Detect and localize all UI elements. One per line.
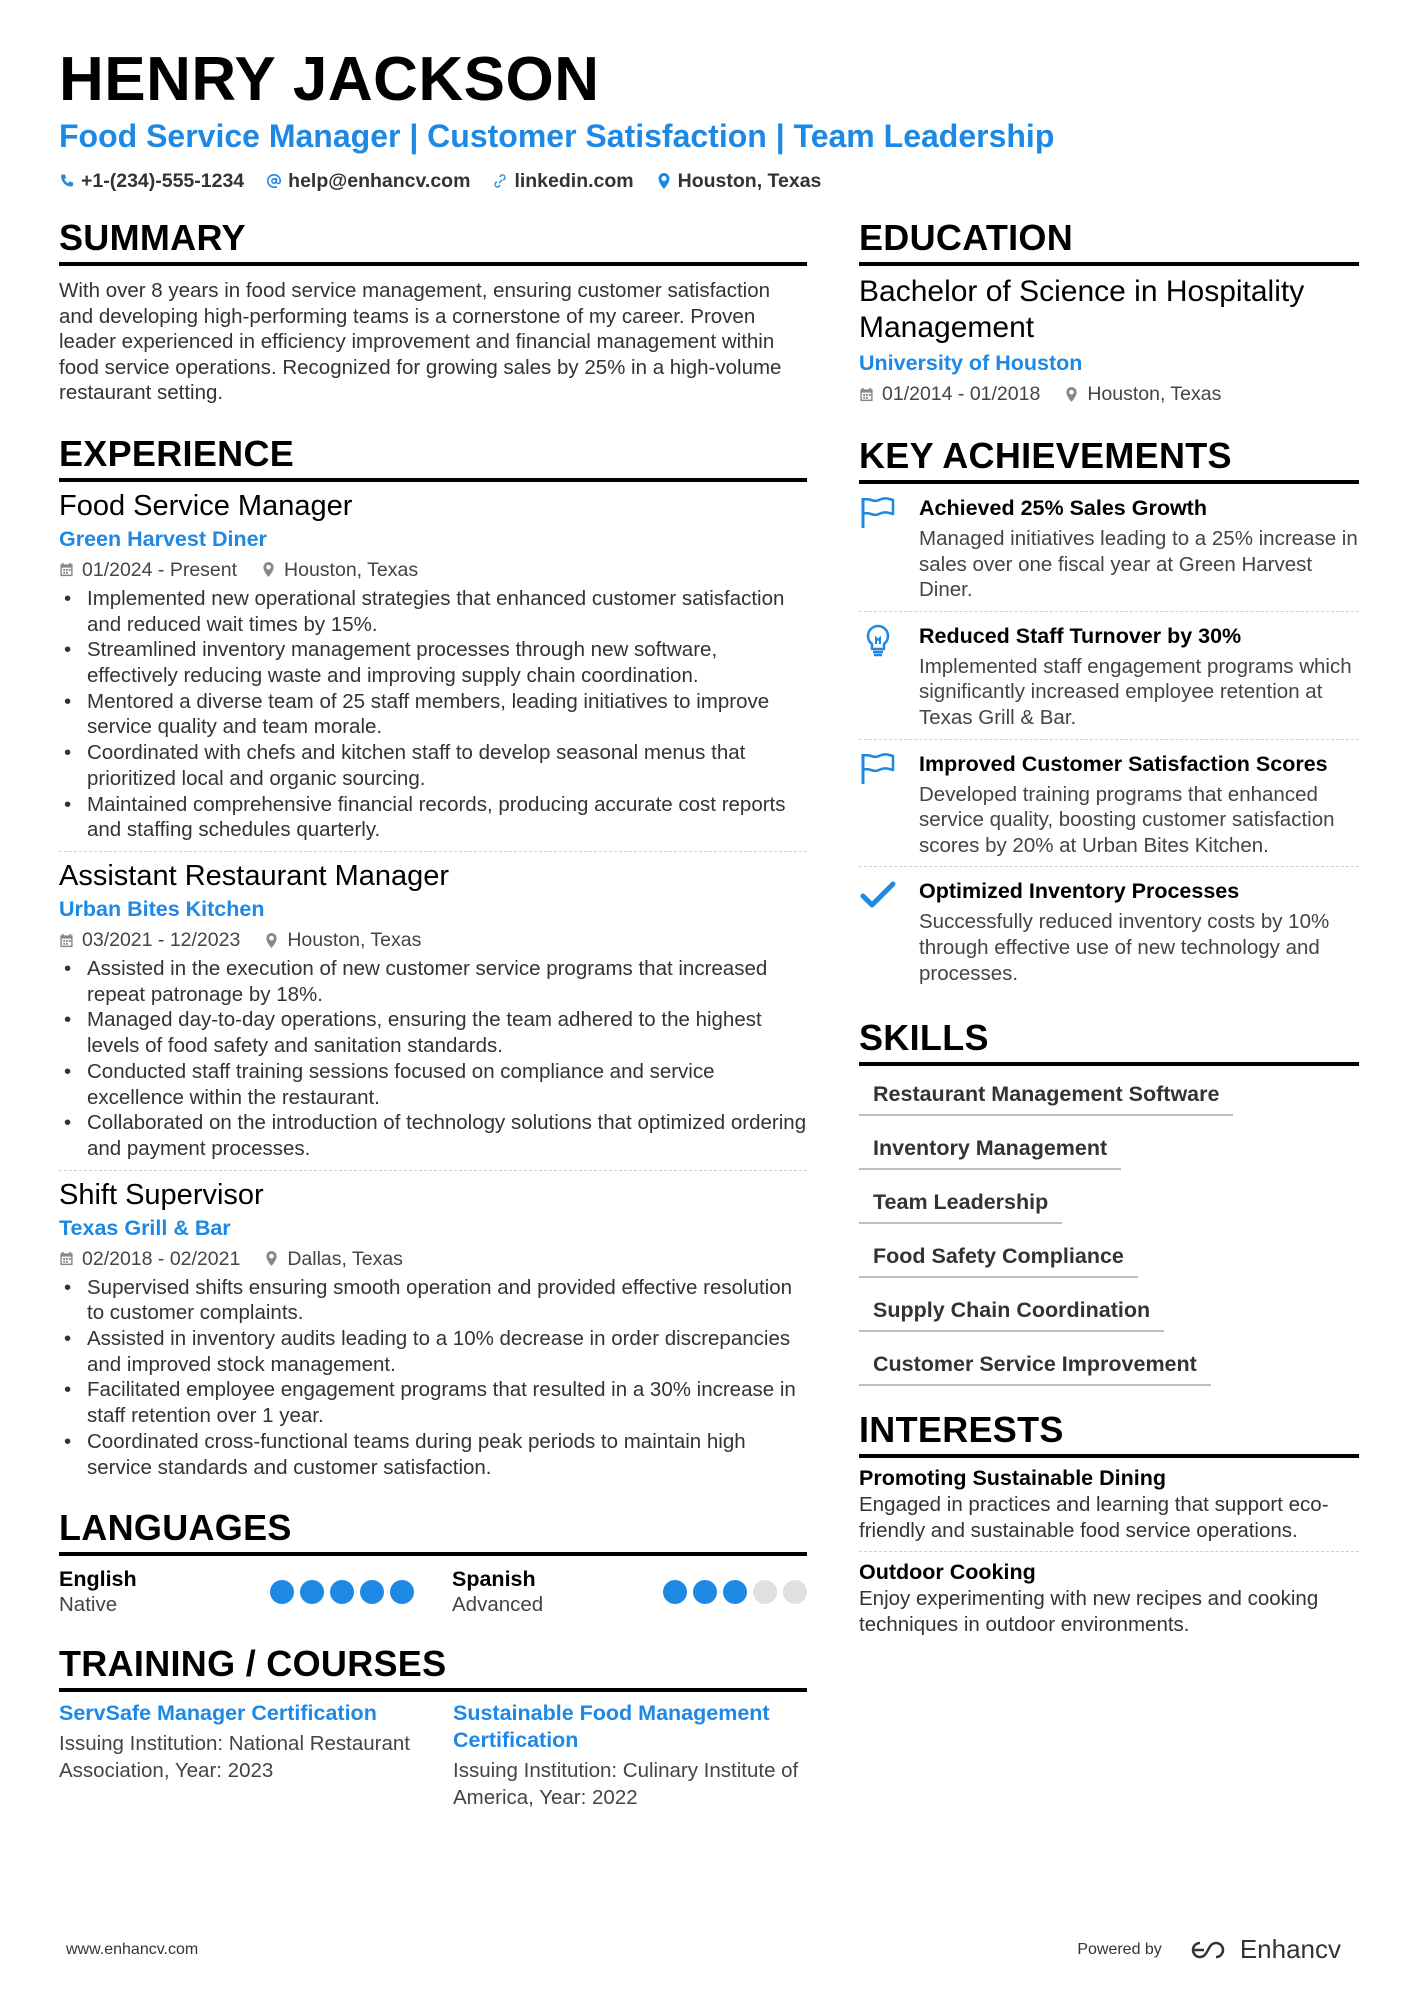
- location-icon: [1064, 387, 1079, 402]
- link-icon: [492, 173, 508, 189]
- footer-branding: [1077, 1934, 1341, 1965]
- language-text: [59, 1566, 137, 1618]
- course-title: Sustainable Food Management Certification: [453, 1701, 770, 1753]
- skill-tag: Restaurant Management Software: [859, 1072, 1233, 1116]
- skill-tag: Customer Service Improvement: [859, 1342, 1211, 1386]
- achievements-section: [859, 434, 1359, 994]
- interest-item: [859, 1551, 1359, 1645]
- training-title: TRAINING / COURSES: [59, 1642, 807, 1692]
- interest-desc: Engaged in practices and learning that support eco-friendly and sustainable food service operations.: [859, 1493, 1329, 1542]
- interests-title: INTERESTS: [859, 1408, 1359, 1458]
- job-bullet: • Implemented new operational strategies that enhanced customer satisfaction and reduced wait times by 15%.: [59, 586, 807, 637]
- calendar-icon: [59, 562, 74, 577]
- languages-list: [59, 1566, 807, 1618]
- lightbulb-icon: [859, 624, 897, 658]
- job-bullet: • Conducted staff training sessions focused on compliance and service excellence within the restaurant.: [59, 1059, 807, 1110]
- left-column: [59, 216, 807, 1811]
- summary-section: [59, 216, 807, 406]
- skills-list: [859, 1072, 1359, 1386]
- rating-dot-empty: [753, 1580, 777, 1604]
- job-dates-text: 03/2021 - 12/2023: [82, 929, 241, 951]
- contact-location: [656, 168, 822, 194]
- course-desc: Issuing Institution: National Restaurant Association, Year: 2023: [59, 1732, 410, 1782]
- job-bullet: • Supervised shifts ensuring smooth operation and provided effective resolution to customer complaints.: [59, 1275, 807, 1326]
- calendar-icon: [859, 387, 874, 402]
- education-dates-text: 01/2014 - 01/2018: [882, 383, 1041, 405]
- job-bullet: • Coordinated cross-functional teams during peak periods to maintain high service standards and customer satisfaction.: [59, 1429, 807, 1480]
- job-location-text: Houston, Texas: [287, 929, 422, 951]
- languages-title: LANGUAGES: [59, 1506, 807, 1556]
- enhancv-logo-icon: [1186, 1939, 1230, 1961]
- phone-icon: [59, 173, 75, 189]
- interest-title: Outdoor Cooking: [859, 1560, 1036, 1585]
- job-location: [264, 926, 421, 954]
- job-meta: [59, 556, 807, 584]
- location-icon: [264, 1251, 279, 1266]
- footer-website[interactable]: www.enhancv.com: [66, 1941, 199, 1958]
- right-column: [859, 216, 1359, 1646]
- education-title: EDUCATION: [859, 216, 1359, 266]
- achievement-title: Achieved 25% Sales Growth: [919, 496, 1207, 520]
- summary-text: With over 8 years in food service management, ensuring customer satisfaction and developing high-performing teams is a cornerstone of my career. Proven leader experienced in efficiency improvement and financial management within food service operations. Recognized for growing sales by 25% in a high-volume restaurant setting.: [59, 279, 782, 405]
- job-meta: [59, 1245, 807, 1273]
- achievement-item: [859, 611, 1359, 739]
- skills-section: [859, 1016, 1359, 1386]
- interest-title: Promoting Sustainable Dining: [859, 1466, 1166, 1491]
- education-location: [1064, 380, 1221, 408]
- candidate-name: HENRY JACKSON: [59, 45, 600, 114]
- achievement-item: [859, 739, 1359, 867]
- achievement-icon-wrap: [859, 622, 919, 731]
- job-meta: [59, 926, 807, 954]
- job-role: Assistant Restaurant Manager: [59, 860, 450, 892]
- contact-bar: [59, 168, 821, 194]
- location-icon: [656, 173, 672, 189]
- skill-tag: Inventory Management: [859, 1126, 1121, 1170]
- summary-title: SUMMARY: [59, 216, 807, 266]
- language-text: [452, 1566, 543, 1618]
- job-dates-text: 02/2018 - 02/2021: [82, 1247, 241, 1270]
- job-location: [264, 1245, 403, 1273]
- education-meta: [859, 380, 1359, 408]
- rating-dot-filled: [723, 1580, 747, 1604]
- job-dates-text: 01/2024 - Present: [82, 558, 238, 581]
- skill-tag: Supply Chain Coordination: [859, 1288, 1164, 1332]
- headline: Food Service Manager | Customer Satisfaction | Team Leadership: [59, 118, 1055, 154]
- courses-list: [59, 1700, 807, 1811]
- job-bullet: • Collaborated on the introduction of technology solutions that optimized ordering and payment processes.: [59, 1110, 807, 1161]
- job-dates: [59, 926, 240, 954]
- rating-dot-filled: [270, 1580, 294, 1604]
- brand-logo[interactable]: [1186, 1934, 1341, 1965]
- education-location-text: Houston, Texas: [1087, 383, 1222, 405]
- powered-by-text: Powered by: [1077, 1940, 1162, 1958]
- skills-title: SKILLS: [859, 1016, 1359, 1066]
- experience-item: [59, 482, 807, 851]
- achievement-text: [919, 750, 1359, 859]
- achievement-desc: Managed initiatives leading to a 25% increase in sales over one fiscal year at Green Harvest Diner.: [919, 527, 1358, 602]
- course-item: [59, 1700, 413, 1811]
- job-bullet: • Mentored a diverse team of 25 staff members, leading initiatives to improve service quality and team morale.: [59, 689, 807, 740]
- language-level: Advanced: [452, 1593, 544, 1617]
- linkedin-text: linkedin.com: [514, 170, 634, 192]
- contact-phone[interactable]: [59, 168, 244, 194]
- rating-dot-filled: [360, 1580, 384, 1604]
- brand-name: Enhancv: [1239, 1934, 1341, 1964]
- location-text: Houston, Texas: [677, 170, 822, 192]
- achievement-icon-wrap: [859, 877, 919, 986]
- skill-tag: Team Leadership: [859, 1180, 1062, 1224]
- job-location-text: Houston, Texas: [284, 558, 419, 581]
- at-icon: [266, 173, 282, 189]
- calendar-icon: [59, 1251, 74, 1266]
- language-name: English: [59, 1567, 137, 1592]
- achievement-item: [859, 484, 1359, 611]
- job-bullet: • Streamlined inventory management processes through new software, effectively reducing waste and improving supply chain coordination.: [59, 637, 807, 688]
- rating-dot-filled: [300, 1580, 324, 1604]
- course-desc: Issuing Institution: Culinary Institute of America, Year: 2022: [453, 1759, 799, 1809]
- job-company: Texas Grill & Bar: [59, 1215, 231, 1240]
- skill-tag: Food Safety Compliance: [859, 1234, 1138, 1278]
- location-icon: [261, 562, 276, 577]
- interest-item: [859, 1458, 1359, 1551]
- education-section: [859, 216, 1359, 408]
- language-rating: [270, 1580, 414, 1604]
- rating-dot-filled: [693, 1580, 717, 1604]
- achievement-text: [919, 494, 1359, 603]
- achievement-desc: Successfully reduced inventory costs by 10% through effective use of new technology and processes.: [919, 910, 1330, 985]
- rating-dot-filled: [663, 1580, 687, 1604]
- achievements-title: KEY ACHIEVEMENTS: [859, 434, 1359, 484]
- job-bullets: [59, 586, 807, 843]
- achievement-icon-wrap: [859, 750, 919, 859]
- contact-linkedin[interactable]: [492, 168, 633, 194]
- achievement-desc: Developed training programs that enhanced service quality, boosting customer satisfaction scores by 20% at Urban Bites Kitchen.: [919, 782, 1335, 857]
- job-bullet: • Coordinated with chefs and kitchen staff to develop seasonal menus that prioritized local and organic sourcing.: [59, 740, 807, 791]
- job-location: [261, 556, 418, 584]
- calendar-icon: [59, 933, 74, 948]
- flag-icon: [859, 496, 897, 530]
- course-title: ServSafe Manager Certification: [59, 1701, 377, 1726]
- achievement-text: [919, 622, 1359, 731]
- achievement-icon-wrap: [859, 494, 919, 603]
- course-item: [453, 1700, 807, 1811]
- job-location-text: Dallas, Texas: [287, 1247, 403, 1270]
- interest-desc: Enjoy experimenting with new recipes and cooking techniques in outdoor environments.: [859, 1587, 1319, 1636]
- checkmark-icon: [859, 879, 897, 913]
- job-company: Urban Bites Kitchen: [59, 897, 265, 921]
- language-level: Native: [59, 1593, 118, 1617]
- achievement-text: [919, 877, 1359, 986]
- phone-text: +1-(234)-555-1234: [81, 170, 245, 192]
- job-bullets: [59, 1275, 807, 1481]
- job-role: Food Service Manager: [59, 489, 353, 522]
- rating-dot-empty: [783, 1580, 807, 1604]
- job-bullet: • Maintained comprehensive financial records, producing accurate cost reports and staffing schedules quarterly.: [59, 792, 807, 843]
- rating-dot-filled: [330, 1580, 354, 1604]
- language-name: Spanish: [452, 1567, 536, 1592]
- flag-icon: [859, 752, 897, 786]
- interests-section: [859, 1408, 1359, 1645]
- rating-dot-filled: [390, 1580, 414, 1604]
- location-icon: [264, 933, 279, 948]
- job-bullet: • Managed day-to-day operations, ensuring the team adhered to the highest levels of food safety and sanitation standards.: [59, 1007, 807, 1058]
- achievement-title: Reduced Staff Turnover by 30%: [919, 623, 1242, 648]
- language-item: [452, 1566, 807, 1618]
- experience-section: [59, 432, 807, 1488]
- job-dates: [59, 556, 237, 584]
- education-dates: [859, 380, 1040, 408]
- job-role: Shift Supervisor: [59, 1178, 264, 1211]
- education-degree: Bachelor of Science in Hospitality Management: [859, 275, 1305, 344]
- job-company: Green Harvest Diner: [59, 526, 267, 551]
- language-item: [59, 1566, 414, 1618]
- job-dates: [59, 1245, 240, 1273]
- achievement-desc: Implemented staff engagement programs which significantly increased employee retention at Texas Grill & Bar.: [919, 654, 1352, 729]
- job-bullet: • Assisted in inventory audits leading to a 10% decrease in order discrepancies and improved stock management.: [59, 1326, 807, 1377]
- job-bullet: • Facilitated employee engagement programs that resulted in a 30% increase in staff retention over 1 year.: [59, 1377, 807, 1428]
- achievement-title: Optimized Inventory Processes: [919, 879, 1240, 904]
- experience-item: [59, 851, 807, 1170]
- experience-item: [59, 1170, 807, 1489]
- education-school: University of Houston: [859, 351, 1083, 375]
- language-rating: [663, 1580, 807, 1604]
- job-bullets: [59, 956, 807, 1162]
- achievement-item: [859, 866, 1359, 994]
- email-text: help@enhancv.com: [288, 170, 471, 192]
- languages-section: [59, 1506, 807, 1618]
- contact-email[interactable]: [266, 168, 470, 194]
- job-bullet: • Assisted in the execution of new customer service programs that increased repeat patronage by 18%.: [59, 956, 807, 1007]
- achievement-title: Improved Customer Satisfaction Scores: [919, 751, 1328, 776]
- training-section: [59, 1642, 807, 1811]
- experience-title: EXPERIENCE: [59, 432, 807, 482]
